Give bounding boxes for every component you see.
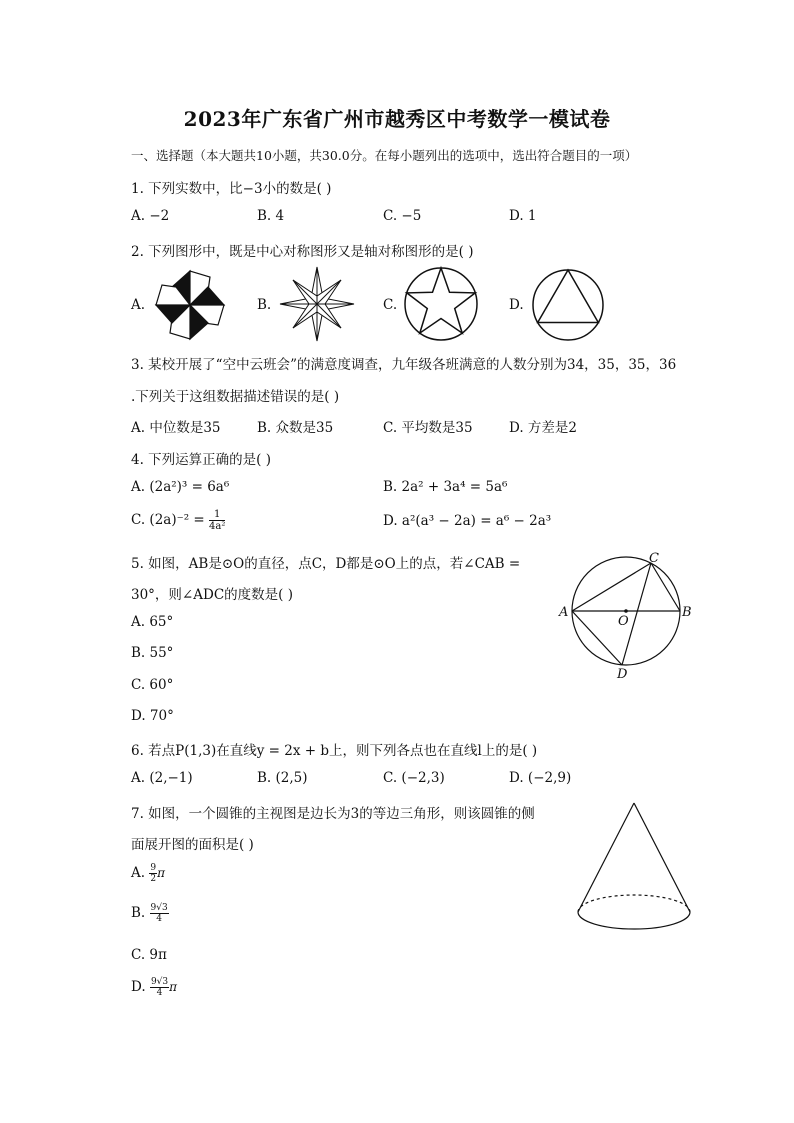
circle-triangle-figure	[530, 267, 606, 343]
q7-b-fraction	[150, 903, 169, 924]
q7-a-denominator: 2	[150, 874, 157, 884]
compass-star-figure	[278, 265, 356, 343]
q2-label-b: B.	[257, 297, 272, 313]
q6-option-c: C. (−2,3)	[383, 770, 445, 786]
q7-option-a	[131, 863, 165, 884]
q7-stem-line1: 7. 如图，一个圆锥的主视图是边长为3的等边三角形，则该圆锥的侧	[131, 806, 535, 822]
point-d-label: D	[617, 667, 628, 682]
circle-star-figure	[402, 265, 480, 343]
q7-d-pi: π	[169, 980, 178, 994]
q1-option-c: C. −5	[383, 208, 422, 224]
q7-stem-line2: 面展开图的面积是( )	[131, 837, 254, 853]
q7-option-d-label: D.	[131, 979, 146, 995]
q5-option-b: B. 55°	[131, 645, 174, 661]
q3-option-c: C. 平均数是35	[383, 420, 473, 436]
q5-option-c: C. 60°	[131, 677, 174, 693]
q7-d-denominator: 4	[156, 988, 163, 998]
cone-figure	[572, 800, 696, 935]
point-c-label: C	[649, 551, 659, 566]
q7-option-d	[131, 977, 177, 998]
q4-option-c-fraction	[209, 509, 225, 532]
q1-option-d: D. 1	[509, 208, 537, 224]
circle-geometry-figure	[552, 550, 698, 682]
q3-option-d: D. 方差是2	[509, 420, 578, 436]
q7-a-pi: π	[157, 866, 165, 880]
section-heading: 一、选择题（本大题共10小题，共30.0分。在每小题列出的选项中，选出符合题目的一项）	[131, 148, 638, 163]
q3-option-b: B. 众数是35	[257, 420, 334, 436]
q1-stem: 1. 下列实数中，比−3小的数是( )	[131, 181, 332, 197]
q1-option-b: B. 4	[257, 208, 285, 224]
q5-stem-line2: 30°，则∠ADC的度数是( )	[131, 587, 293, 603]
q4-stem: 4. 下列运算正确的是( )	[131, 452, 271, 468]
q6-option-a: A. (2,−1)	[131, 770, 193, 786]
q2-label-c: C.	[383, 297, 398, 313]
q7-b-numerator: 9√3	[150, 903, 168, 913]
q4-option-c-text: C. (2a)⁻² =	[131, 512, 210, 528]
q5-stem-line1: 5. 如图，AB是⊙O的直径，点C，D都是⊙O上的点，若∠CAB =	[131, 556, 521, 572]
point-b-label: B	[682, 605, 692, 620]
q7-option-b-label: B.	[131, 905, 146, 921]
q7-d-fraction	[150, 977, 169, 998]
q2-label-d: D.	[509, 297, 524, 313]
q4-option-d: D. a²(a³ − 2a) = a⁶ − 2a³	[383, 513, 552, 529]
q7-option-b	[131, 903, 169, 924]
q1-option-a: A. −2	[131, 208, 170, 224]
q3-stem-line1: 3. 某校开展了“空中云班会”的满意度调查，九年级各班满意的人数分别为34，35，35，36	[131, 357, 677, 373]
q3-option-a: A. 中位数是35	[131, 420, 221, 436]
point-o-label: O	[618, 614, 629, 629]
q6-option-b: B. (2,5)	[257, 770, 308, 786]
q7-a-fraction	[149, 863, 157, 884]
q4-c-numerator: 1	[209, 509, 225, 521]
q6-option-d: D. (−2,9)	[509, 770, 572, 786]
q4-option-c	[131, 509, 225, 532]
q3-stem-line2: .下列关于这组数据描述错误的是( )	[131, 389, 340, 405]
q4-option-b: B. 2a² + 3a⁴ = 5a⁶	[383, 479, 508, 495]
q7-option-a-label: A.	[131, 865, 146, 881]
q7-a-numerator: 9	[150, 863, 157, 873]
q7-option-c: C. 9π	[131, 947, 167, 963]
q6-stem: 6. 若点P(1,3)在直线y = 2x + b上，则下列各点也在直线l上的是( )	[131, 743, 538, 759]
pinwheel-figure	[152, 267, 228, 343]
q5-option-a: A. 65°	[131, 614, 174, 630]
q7-d-numerator: 9√3	[150, 977, 169, 987]
q7-b-denominator: 4	[156, 914, 162, 924]
page-title: 2023年广东省广州市越秀区中考数学一模试卷	[183, 107, 611, 131]
q2-label-a: A.	[131, 297, 146, 313]
q4-c-denominator: 4a²	[209, 521, 226, 532]
q5-option-d: D. 70°	[131, 708, 174, 724]
q4-option-a: A. (2a²)³ = 6a⁶	[131, 479, 230, 495]
q2-stem: 2. 下列图形中，既是中心对称图形又是轴对称图形的是( )	[131, 244, 474, 260]
point-a-label: A	[559, 605, 569, 620]
